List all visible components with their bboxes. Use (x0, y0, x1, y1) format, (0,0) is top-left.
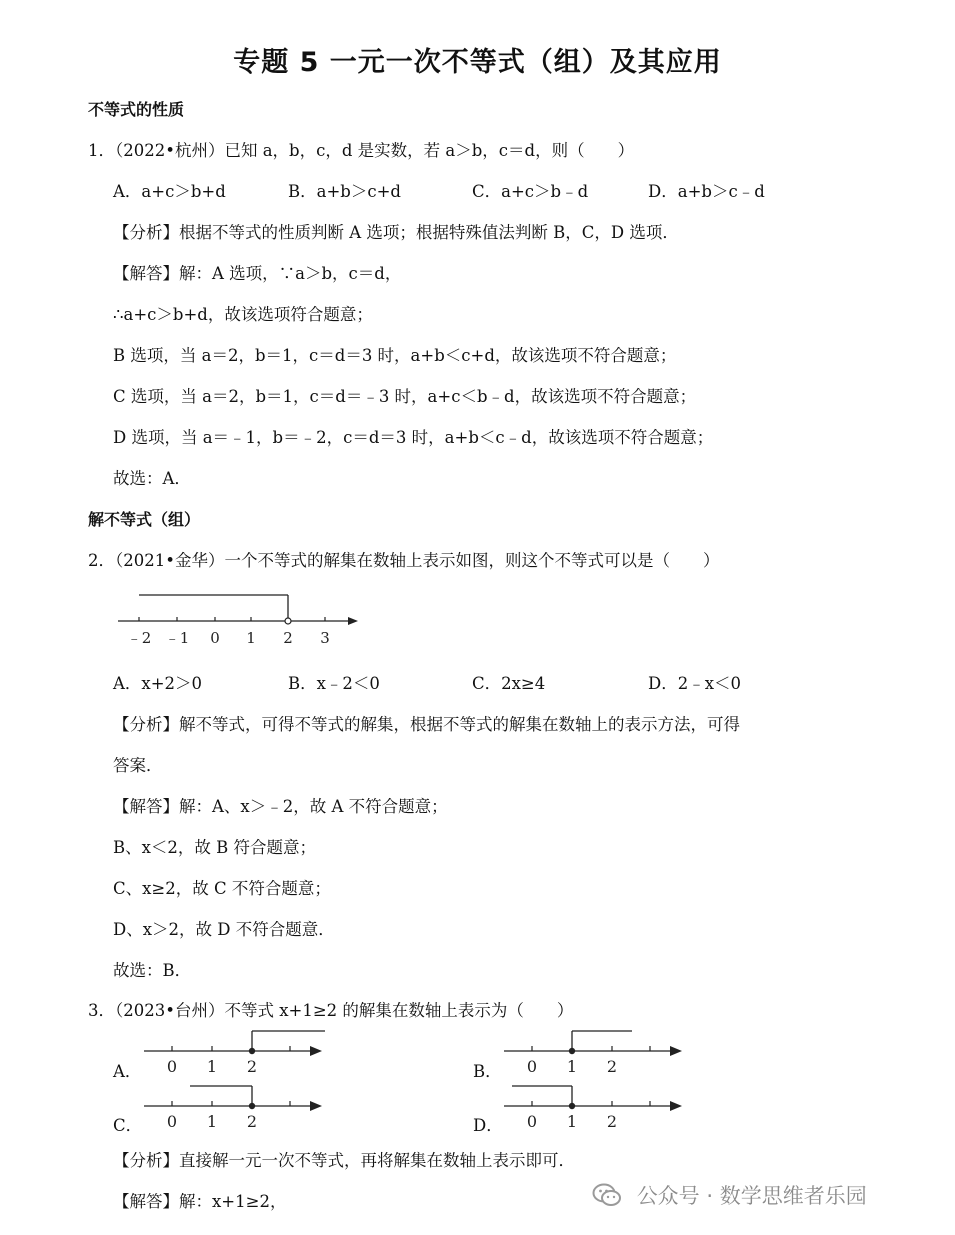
question-2-option-a: A．x+2＞0 (113, 674, 203, 693)
axis-tick-label: 3 (320, 629, 330, 647)
question-2-number-line (110, 585, 370, 655)
question-2-option-c: C．2x≥4 (472, 674, 546, 693)
question-2-option-d: D．2﹣x＜0 (648, 674, 742, 693)
wechat-icon (592, 1182, 622, 1208)
question-3-option-b-number-line (500, 1025, 690, 1080)
question-3-option-b-label: B． (473, 1062, 502, 1081)
axis-tick-label: 1 (566, 1112, 578, 1131)
watermark-text: 公众号 · 数学思维者乐园 (636, 1184, 867, 1208)
question-1-answer-line: 故选：A． (113, 469, 191, 488)
question-1-option-c: C．a+c＞b﹣d (472, 182, 589, 201)
page-title: 专题 5 一元一次不等式（组）及其应用 (233, 47, 722, 78)
question-3-option-c-number-line (140, 1080, 330, 1135)
axis-tick-label: 2 (283, 629, 293, 647)
axis-tick-label: 1 (246, 629, 256, 647)
question-1-stem: 1．（2022•杭州）已知 a，b，c，d 是实数，若 a＞b，c＝d，则（ ） (88, 141, 635, 160)
question-2-answer-line: 【解答】解：A、x＞﹣2，故 A 不符合题意； (113, 797, 448, 816)
axis-tick-label: ﹣2 (126, 629, 152, 647)
question-3-answer-start: 【解答】解：x+1≥2， (113, 1192, 287, 1211)
question-2-answer-line: B、x＜2，故 B 符合题意； (113, 838, 317, 857)
question-2-answer-line: 故选：B． (113, 961, 192, 980)
axis-tick-label: 0 (210, 629, 220, 647)
axis-tick-label: 0 (166, 1112, 178, 1131)
axis-tick-label: 1 (566, 1057, 578, 1076)
question-3-stem: 3．（2023•台州）不等式 x+1≥2 的解集在数轴上表示为（ ） (88, 1001, 574, 1020)
question-3-option-d-label: D． (473, 1116, 503, 1135)
question-2-analysis-line: 【分析】解不等式，可得不等式的解集，根据不等式的解集在数轴上的表示方法，可得 (113, 715, 740, 734)
section-heading-solve: 解不等式（组） (88, 510, 201, 529)
section-heading-properties: 不等式的性质 (88, 100, 185, 119)
watermark (592, 1180, 932, 1214)
question-2-analysis-line: 答案． (113, 756, 163, 775)
question-3-option-a-number-line (140, 1025, 330, 1080)
question-1-answer-line: D 选项，当 a＝﹣1，b＝﹣2，c＝d＝3 时，a+b＜c﹣d，故该选项不符合题意； (113, 428, 714, 447)
axis-tick-label: 1 (206, 1112, 218, 1131)
axis-tick-label: 2 (246, 1057, 258, 1076)
question-2-option-b: B．x﹣2＜0 (288, 674, 380, 693)
question-1-answer-line: 【解答】解：A 选项，∵a＞b，c＝d， (113, 264, 402, 283)
axis-tick-label: 2 (606, 1112, 618, 1131)
question-1-option-d: D．a+b＞c﹣d (648, 182, 765, 201)
question-1-option-a: A．a+c＞b+d (113, 182, 226, 201)
question-2-answer-line: D、x＞2，故 D 不符合题意． (113, 920, 335, 939)
question-2-stem: 2．（2021•金华）一个不等式的解集在数轴上表示如图，则这个不等式可以是（ ） (88, 551, 720, 570)
question-3-option-c-label: C． (113, 1116, 143, 1135)
question-1-analysis: 【分析】根据不等式的性质判断 A 选项；根据特殊值法判断 B，C，D 选项． (113, 223, 679, 242)
question-1-answer-line: ∴a+c＞b+d，故该选项符合题意； (113, 305, 373, 324)
question-2-answer-line: C、x≥2，故 C 不符合题意； (113, 879, 331, 898)
axis-tick-label: 0 (526, 1112, 538, 1131)
question-3-analysis: 【分析】直接解一元一次不等式，再将解集在数轴上表示即可． (113, 1151, 575, 1170)
question-3-option-a-label: A． (113, 1062, 142, 1081)
question-3-option-d-number-line (500, 1080, 690, 1135)
question-1-option-b: B．a+b＞c+d (288, 182, 401, 201)
axis-tick-label: 0 (166, 1057, 178, 1076)
axis-tick-label: 2 (246, 1112, 258, 1131)
axis-tick-label: 2 (606, 1057, 618, 1076)
axis-tick-label: 0 (526, 1057, 538, 1076)
axis-tick-label: ﹣1 (164, 629, 190, 647)
question-1-answer-line: C 选项，当 a＝2，b＝1，c＝d＝﹣3 时，a+c＜b﹣d，故该选项不符合题意； (113, 387, 697, 406)
question-1-answer-line: B 选项，当 a＝2，b＝1，c＝d＝3 时，a+b＜c+d，故该选项不符合题意； (113, 346, 677, 365)
axis-tick-label: 1 (206, 1057, 218, 1076)
